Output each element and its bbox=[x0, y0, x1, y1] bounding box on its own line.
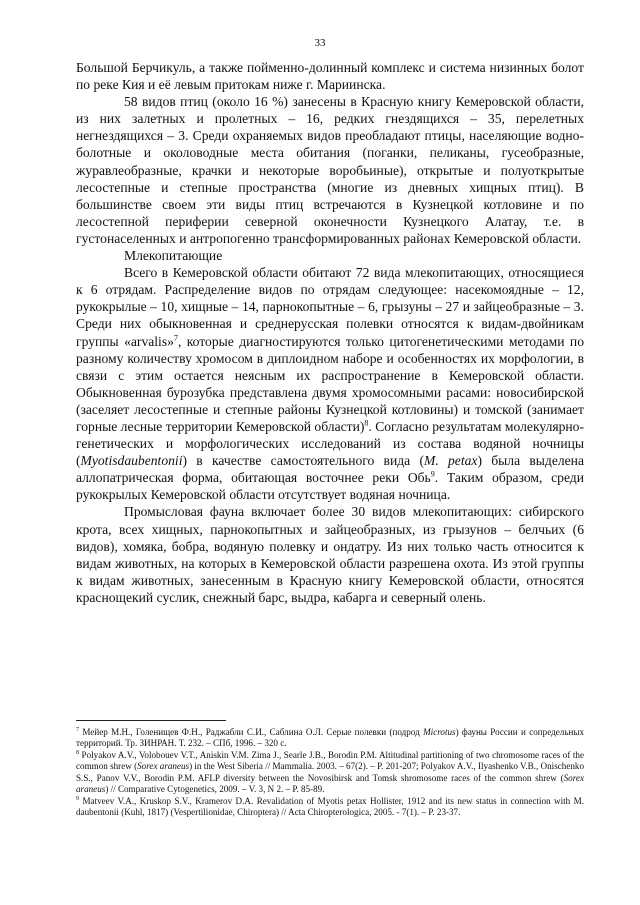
footnotes bbox=[76, 720, 584, 819]
section-heading-mammals: Млекопитающие bbox=[124, 248, 223, 264]
text-run: . Таким образом, среди рукокрылых Кемеровской области отсутствует водяная ночница. bbox=[76, 470, 584, 503]
page-number: 33 bbox=[314, 37, 326, 49]
footnote-9 bbox=[76, 796, 584, 819]
paragraph-birds-intro: Большой Берчикуль, а также пойменно-долинный комплекс и система низинных болот по реке Кия и её левым притокам ниже г. Мариинска. bbox=[76, 60, 584, 93]
footnote-7 bbox=[76, 727, 584, 750]
footnote-number: 7 bbox=[76, 726, 79, 733]
text-run: ) фауны России и сопредельных территорий. Тр. ЗИНРАН. Т. 232. – СПб, 1996. – 320 с. bbox=[76, 727, 584, 749]
footnote-number: 9 bbox=[76, 795, 79, 802]
footnote-number: 8 bbox=[76, 749, 79, 756]
species-name: Myotisdaubentonii bbox=[80, 453, 183, 469]
footnote-ref-8[interactable]: 8 bbox=[364, 418, 369, 428]
paragraph-game-fauna: Промысловая фауна включает более 30 видов млекопитающих: сибирского крота, всех хищных, парнокопытных и зайцеобразных, из грызунов – белчьих (6 видов), хомяка, бобра, водяную полевку и ондатру. Из них только часть относится к видам животных, на которых в Кемеровской области разрешена охота. Из этой группы к видам животных, занесенным в Красную книгу Кемеровской области, относятся краснощекий суслик, снежный барс, выдра, кабарга и северный олень. bbox=[76, 504, 584, 605]
text-run: ) // Comparative Cytogenetics, 2009. – V. 3, N 2. – P. 85-89. bbox=[105, 784, 325, 795]
footnote-ref-7[interactable]: 7 bbox=[173, 332, 178, 342]
text-run: Мейер М.Н., Голенищев Ф.Н., Раджабли С.И., Саблина О.Л. Серые полевки (подрод bbox=[79, 727, 424, 737]
text-run: ) в качестве самостоятельного вида ( bbox=[182, 453, 424, 469]
footnote-8 bbox=[76, 750, 584, 796]
taxon-name: Sorex araneus bbox=[137, 761, 190, 772]
paragraph-mammals bbox=[76, 264, 584, 503]
paragraph-birds-red-book: 58 видов птиц (около 16 %) занесены в Красную книгу Кемеровской области, из них залетных и пролетных – 16, редких гнездящихся – 35, перелетных негнездящихся – 3. Среди охраняемых видов преобладают птицы, населяющие водно-болотные и околоводные места обитания (поганки, пеликаны, гусеобразные, журавлеобразные, крачки и некоторые воробьиные), открытые и полуоткрытые лесостепные и степные пространства (многие из дневных хищных птиц). В большинстве своем эти виды птиц встречаются в Кузнецкой котловине и по лесостепной периферии северной оконечности Кузнецкого Алатау, т.е. в густонаселенных и антропогенно трансформированных районах Кемеровской области. bbox=[76, 94, 584, 246]
text-run: Matveev V.A., Kruskop S.V., Kramerov D.A. Revalidation of Myotis petax Hollister, 1912 and its new status in connection with M. daubentonii (Kuhl, 1817) (Vespertilionidae, Chiroptera) // Acta Chiropterologica, 2005. - 7(1). – P. 23-37. bbox=[76, 795, 584, 818]
footnote-ref-9[interactable]: 9 bbox=[430, 469, 435, 479]
taxon-name: Microtus bbox=[423, 727, 456, 737]
text-run: Всего в Кемеровской области обитают 72 вида млекопитающих, относящиеся к 6 отрядам. Распределение видов по отрядам следующее: насекомоядные – 12, рукокрылые – 10, хищные – 14, парнокопытные – 6, грызуны – 27 и зайцеобразные – 3. Среди них обыкновенная и среднерусская полевки относятся к видам-двойникам группы «arvalis» bbox=[76, 265, 584, 349]
text-run: Polyakov A.V., Volobouev V.T., Aniskin V.M. Zima J., Searle J.B., Borodin P.M. Altitudinal partitioning of two chromosome races of the common shrew ( bbox=[76, 749, 584, 772]
text-run: , которые диагностируются только цитогенетическими методами по разному количеству хромосом в диплоидном наборе и особенностях их морфологии, в связи с этим остается неясным их распространение в Кемеровской области. Обыкновенная бурозубка представлена двумя хромосомными расами: новосибирской (заселяет лесостепные и степные районы Кузнецкой котловины) и томской (занимает горные лесные территории Кемеровской области) bbox=[76, 333, 585, 434]
main-text bbox=[76, 59, 584, 606]
taxon-name: Sorex araneus bbox=[76, 772, 584, 795]
footnote-divider bbox=[76, 720, 226, 721]
text-run: ) in the West Siberia // Mammalia. 2003. – 67(2). – P. 201-207; Polyakov A.V., Ilyashenko V.B., Onischenko S.S., Panov V.V., Borodin P.M. AFLP diversity between the Novosibirsk and Tomsk shromosome races of the common shrew ( bbox=[76, 761, 584, 783]
text-run: . Согласно результатам молекулярно-генетических и морфологических исследований из состава водяной ночницы ( bbox=[76, 418, 585, 469]
text-run: ) была выделена аллопатрическая форма, обитающая восточнее реки Обь bbox=[76, 453, 584, 486]
species-name: M. petax bbox=[424, 453, 478, 469]
